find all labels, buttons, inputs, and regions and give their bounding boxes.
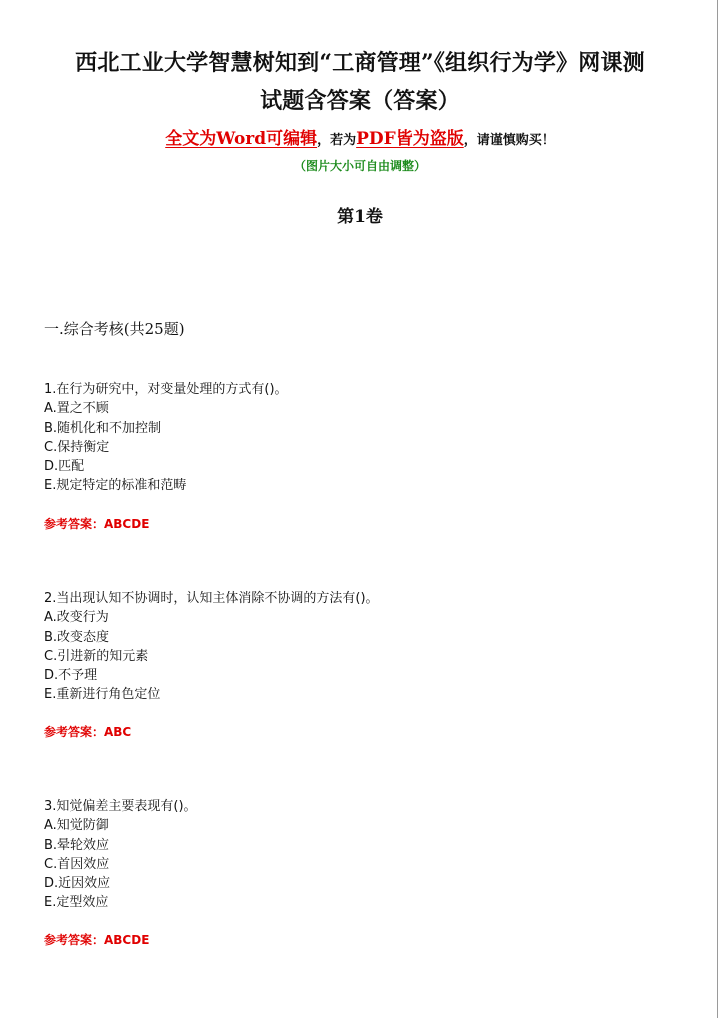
option-b: B.随机化和不加控制 [44,420,162,436]
option-b: B.晕轮效应 [44,837,110,853]
question-3 [44,797,197,913]
copyright-notice [0,127,720,153]
resize-note: （图片大小可自由调整） [293,159,426,173]
title-line-1: 西北工业大学智慧树知到“工商管理”《组织行为学》网课测 [75,50,645,76]
section-heading: 一.综合考核(共25题) [44,320,185,338]
answer-1: 参考答案：ABCDE [44,517,150,531]
title-line-2: 试题含答案（答案） [260,88,460,114]
option-b: B.改变态度 [44,629,110,645]
notice-pdf-piracy: PDF皆为盗版 [356,129,464,149]
question-stem: 2.当出现认知不协调时，认知主体消除不协调的方法有()。 [44,591,379,606]
notice-word-editable: 全文为Word可编辑 [165,129,318,149]
option-c: C.保持衡定 [44,439,110,455]
option-e: E.定型效应 [44,895,109,911]
option-a: A.知觉防御 [44,818,109,834]
question-stem: 1.在行为研究中，对变量处理的方式有()。 [44,382,288,397]
option-a: A.改变行为 [44,610,109,626]
question-1 [44,380,288,496]
option-c: C.首因效应 [44,856,110,872]
question-2 [44,589,379,705]
volume-heading: 第1卷 [337,207,383,227]
option-e: E.规定特定的标准和范畴 [44,478,187,494]
answer-2: 参考答案：ABC [44,725,132,739]
option-d: D.不予理 [44,668,98,684]
question-stem: 3.知觉偏差主要表现有()。 [44,799,197,814]
option-d: D.近因效应 [44,876,111,892]
answer-3: 参考答案：ABCDE [44,933,150,947]
notice-separator: ，若为 [317,133,357,148]
document-title [20,44,700,120]
option-e: E.重新进行角色定位 [44,687,161,703]
option-a: A.置之不顾 [44,401,109,417]
notice-buy-carefully: ，请谨慎购买！ [463,133,555,148]
option-c: C.引进新的知元素 [44,648,149,664]
option-d: D.匹配 [44,459,85,475]
